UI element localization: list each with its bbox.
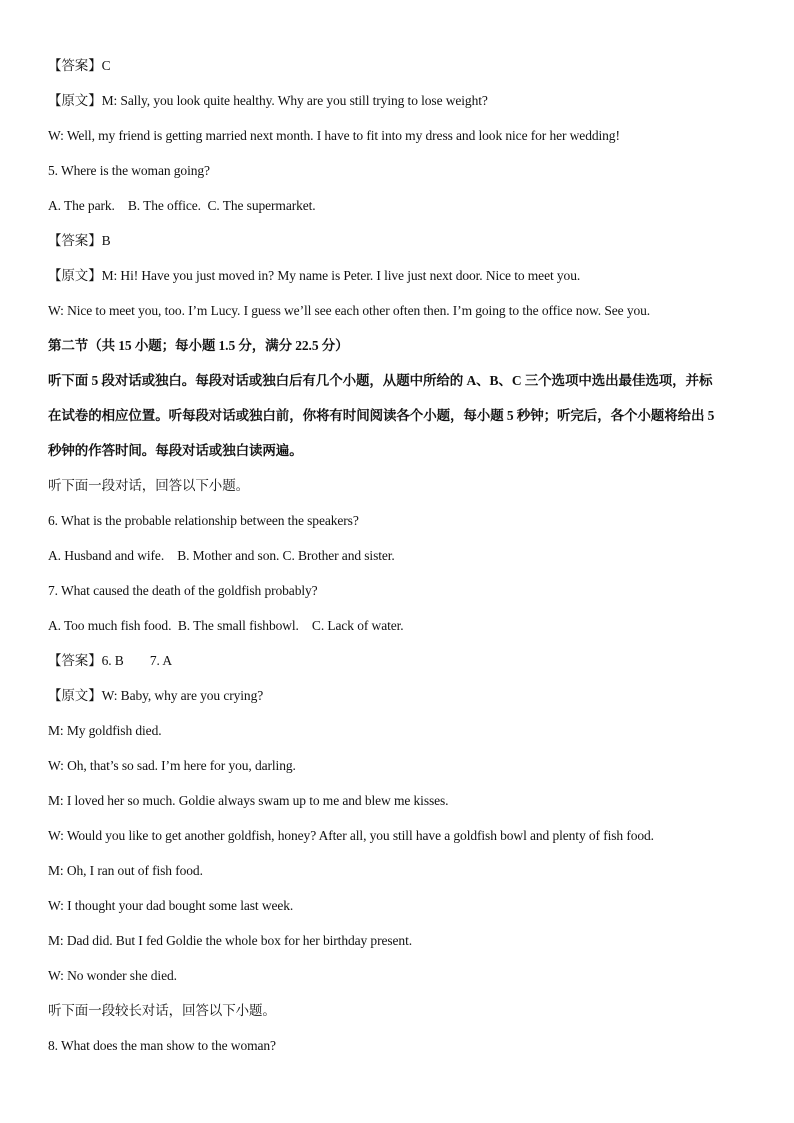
answer-label-q5: 【答案】B [48,233,111,248]
transcript-q6-line9: W: No wonder she died. [48,968,177,983]
question-5: 5. Where is the woman going? [48,163,210,178]
transcript-q6-line1: 【原文】W: Baby, why are you crying? [48,688,264,703]
section-instructions-line1: 听下面 5 段对话或独白。每段对话或独白后有几个小题，从题中所给的 A、B、C 三个选项中选出最佳选项，并标 [48,373,713,388]
transcript-q6-line6: M: Oh, I ran out of fish food. [48,863,203,878]
question-6-options: A. Husband and wife. B. Mother and son. C. Brother and sister. [48,548,395,563]
transcript-q6-line3: W: Oh, that’s so sad. I’m here for you, darling. [48,758,296,773]
question-6: 6. What is the probable relationship between the speakers? [48,513,359,528]
question-7: 7. What caused the death of the goldfish probably? [48,583,318,598]
answer-label-q6-q7: 【答案】6. B 7. A [48,653,173,668]
transcript-q4-man: 【原文】M: Sally, you look quite healthy. Why are you still trying to lose weight? [48,93,488,108]
question-7-options: A. Too much fish food. B. The small fishbowl. C. Lack of water. [48,618,404,633]
transcript-q4-woman: W: Well, my friend is getting married next month. I have to fit into my dress and look nice for her wedding! [48,128,620,143]
transcript-q6-line2: M: My goldfish died. [48,723,162,738]
transcript-q6-line4: M: I loved her so much. Goldie always swam up to me and blew me kisses. [48,793,449,808]
transcript-q6-line7: W: I thought your dad bought some last week. [48,898,294,913]
dialogue-intro-1: 听下面一段对话，回答以下小题。 [48,478,249,493]
transcript-q5-man: 【原文】M: Hi! Have you just moved in? My name is Peter. I live just next door. Nice to meet you. [48,268,581,283]
transcript-q5-woman: W: Nice to meet you, too. I’m Lucy. I guess we’ll see each other often then. I’m going to the office now. See you. [48,303,651,318]
section-instructions-line3: 秒钟的作答时间。每段对话或独白读两遍。 [48,443,303,458]
question-8: 8. What does the man show to the woman? [48,1038,276,1053]
transcript-q6-line8: M: Dad did. But I fed Goldie the whole box for her birthday present. [48,933,412,948]
question-5-options: A. The park. B. The office. C. The supermarket. [48,198,316,213]
section-instructions-line2: 在试卷的相应位置。听每段对话或独白前，你将有时间阅读各个小题，每小题 5 秒钟；听完后，各个小题将给出 5 [48,408,715,423]
transcript-q6-line5: W: Would you like to get another goldfish, honey? After all, you still have a goldfish bowl and plenty of fish food. [48,828,654,843]
section-heading: 第二节（共 15 小题；每小题 1.5 分，满分 22.5 分） [48,338,349,353]
dialogue-intro-2: 听下面一段较长对话，回答以下小题。 [48,1003,276,1018]
answer-label-q4: 【答案】C [48,58,111,73]
